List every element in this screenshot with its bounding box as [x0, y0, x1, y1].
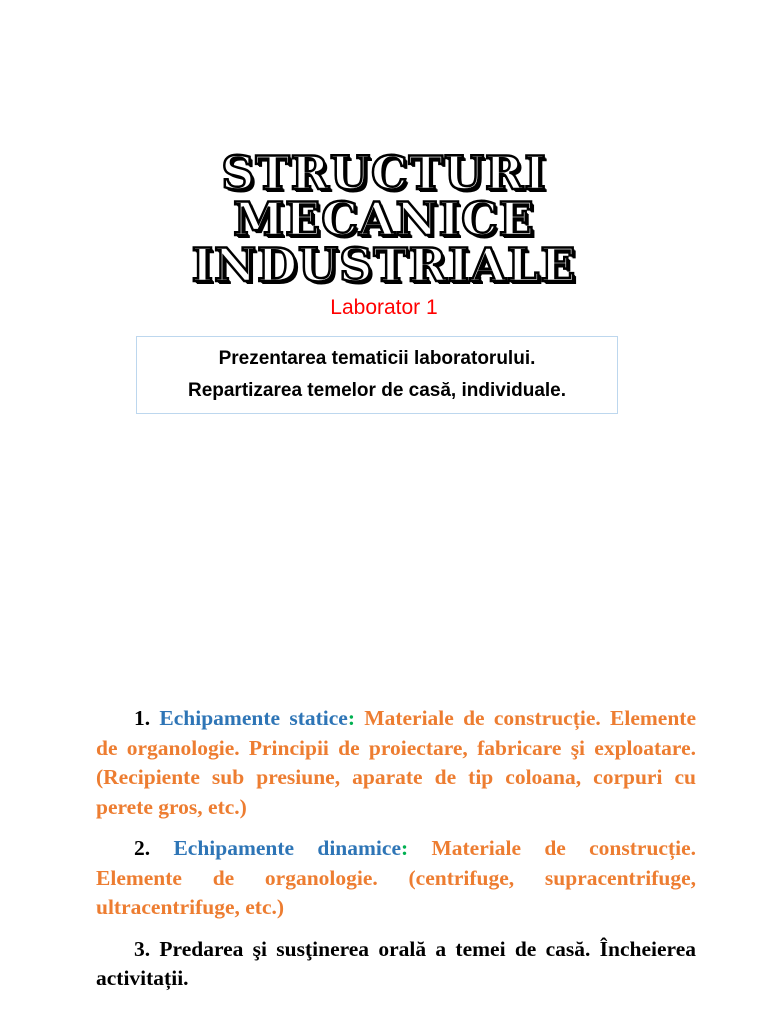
item-heading: Echipamente dinamice [173, 836, 401, 860]
summary-line-1: Prezentarea tematicii laboratorului. [218, 348, 536, 369]
topic-item-1 [96, 704, 696, 822]
item-number: 2. [134, 836, 151, 860]
summary-box [136, 336, 618, 414]
title-line-2: MECANICE [233, 192, 535, 246]
item-number: 3. [134, 936, 151, 961]
item-colon: : [347, 706, 355, 730]
item-heading: Echipamente statice [159, 706, 348, 730]
item-body: Materiale de construcție. Elemente de organologie. (centrifuge, supracentrifuge, ultracentrifuge, etc.) [96, 836, 697, 919]
title-line-3: INDUSTRIALE [191, 238, 577, 292]
document-title [0, 146, 768, 292]
item-body: Materiale de construcție. Elemente de organologie. Principii de proiectare, fabricare şi exploatare. (Recipiente sub presiune, aparate de tip coloana, corpuri cu perete gros, etc.) [96, 706, 696, 819]
title-line-1: STRUCTURI [221, 146, 547, 200]
topic-list [96, 704, 696, 1006]
topic-item-2 [96, 834, 696, 923]
topic-item-3 [96, 935, 696, 994]
item-number: 1. [134, 706, 151, 730]
item-colon: : [401, 836, 409, 860]
summary-line-2: Repartizarea temelor de casă, individuale. [187, 380, 567, 401]
item-body: Predarea şi susţinerea orală a temei de casă. Încheierea activitații. [96, 936, 696, 990]
lab-subtitle: Laborator 1 [330, 296, 438, 319]
